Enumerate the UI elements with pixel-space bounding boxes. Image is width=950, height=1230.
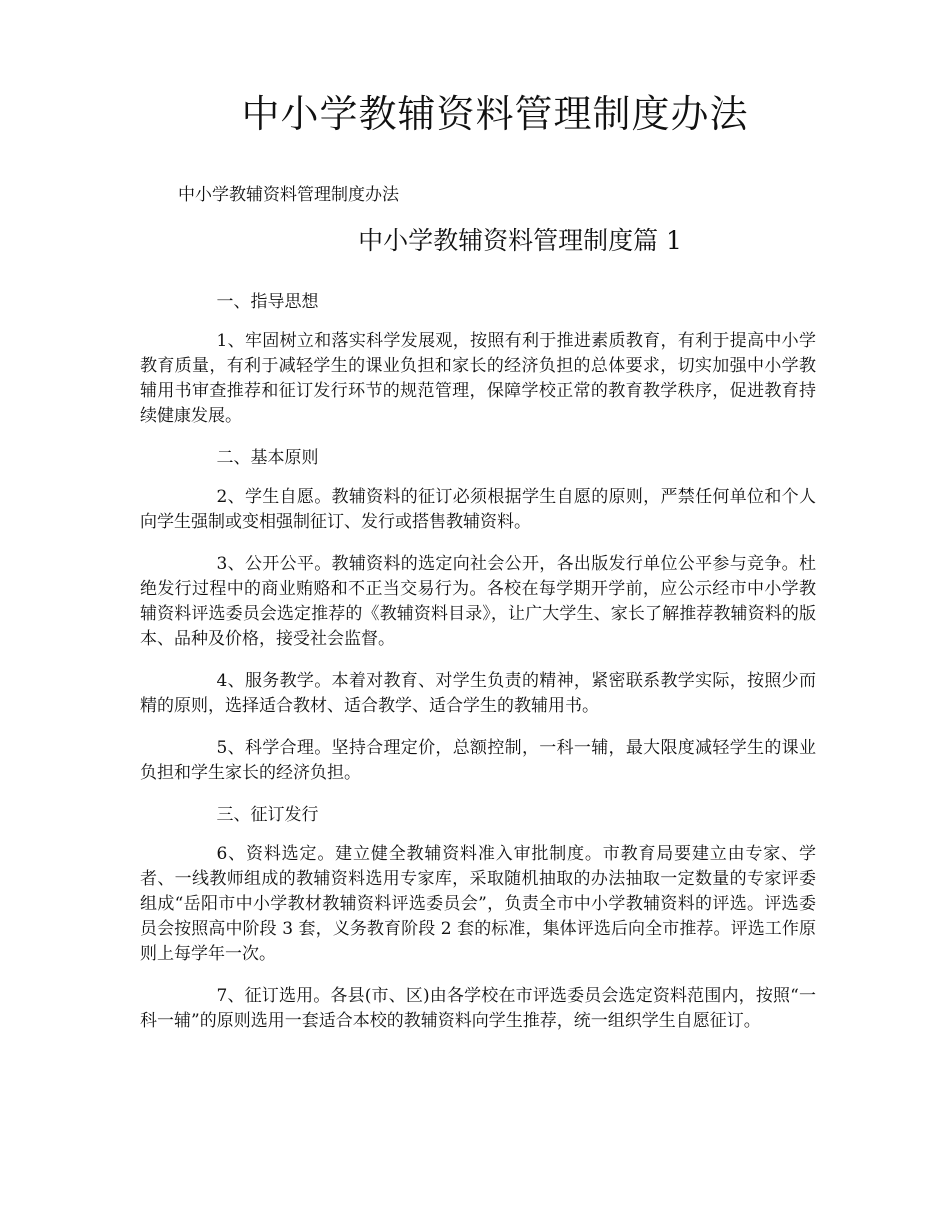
paragraph: 2、学生自愿。教辅资料的征订必须根据学生自愿的原则，严禁任何单位和个人向学生强制或变相强制征订、发行或搭售教辅资料。	[140, 487, 816, 532]
paragraph: 3、公开公平。教辅资料的选定向社会公开，各出版发行单位公平参与竞争。杜绝发行过程中的商业贿赂和不正当交易行为。各校在每学期开学前，应公示经市中小学教辅资料评选委员会选定推荐的《教辅资料目录》，让广大学生、家长了解推荐教辅资料的版本、品种及价格，接受社会监督。	[140, 554, 816, 649]
section-heading: 中小学教辅资料管理制度篇 1	[358, 226, 682, 255]
paragraph: 1、牢固树立和落实科学发展观，按照有利于推进素质教育，有利于提高中小学教育质量，有利于减轻学生的课业负担和家长的经济负担的总体要求，切实加强中小学教辅用书审查推荐和征订发行环节的规范管理，保障学校正常的教育教学秩序，促进教育持续健康发展。	[140, 331, 816, 426]
paragraph: 7、征订选用。各县(市、区)由各学校在市评选委员会选定资料范围内，按照“一科一辅”的原则选用一套适合本校的教辅资料向学生推荐，统一组织学生自愿征订。	[140, 986, 816, 1031]
document-body	[140, 290, 816, 1051]
paragraph-heading: 三、征订发行	[216, 805, 319, 825]
document-title: 中小学教辅资料管理制度办法	[241, 92, 749, 136]
document-subtitle: 中小学教辅资料管理制度办法	[178, 185, 399, 205]
paragraph-heading: 一、指导思想	[216, 292, 319, 312]
paragraph-heading: 二、基本原则	[216, 448, 319, 468]
paragraph: 6、资料选定。建立健全教辅资料准入审批制度。市教育局要建立由专家、学者、一线教师组成的教辅资料选用专家库，采取随机抽取的办法抽取一定数量的专家评委组成“岳阳市中小学教材教辅资料评选委员会”，负责全市中小学教辅资料的评选。评选委员会按照高中阶段 3 套，义务教育阶段 2 套的标准，集体评选后向全市推荐。评选工作原则上每学年一次。	[140, 844, 816, 964]
paragraph: 5、科学合理。坚持合理定价，总额控制，一科一辅，最大限度减轻学生的课业负担和学生家长的经济负担。	[140, 738, 816, 783]
paragraph: 4、服务教学。本着对教育、对学生负责的精神，紧密联系教学实际，按照少而精的原则，选择适合教材、适合教学、适合学生的教辅用书。	[140, 671, 816, 716]
